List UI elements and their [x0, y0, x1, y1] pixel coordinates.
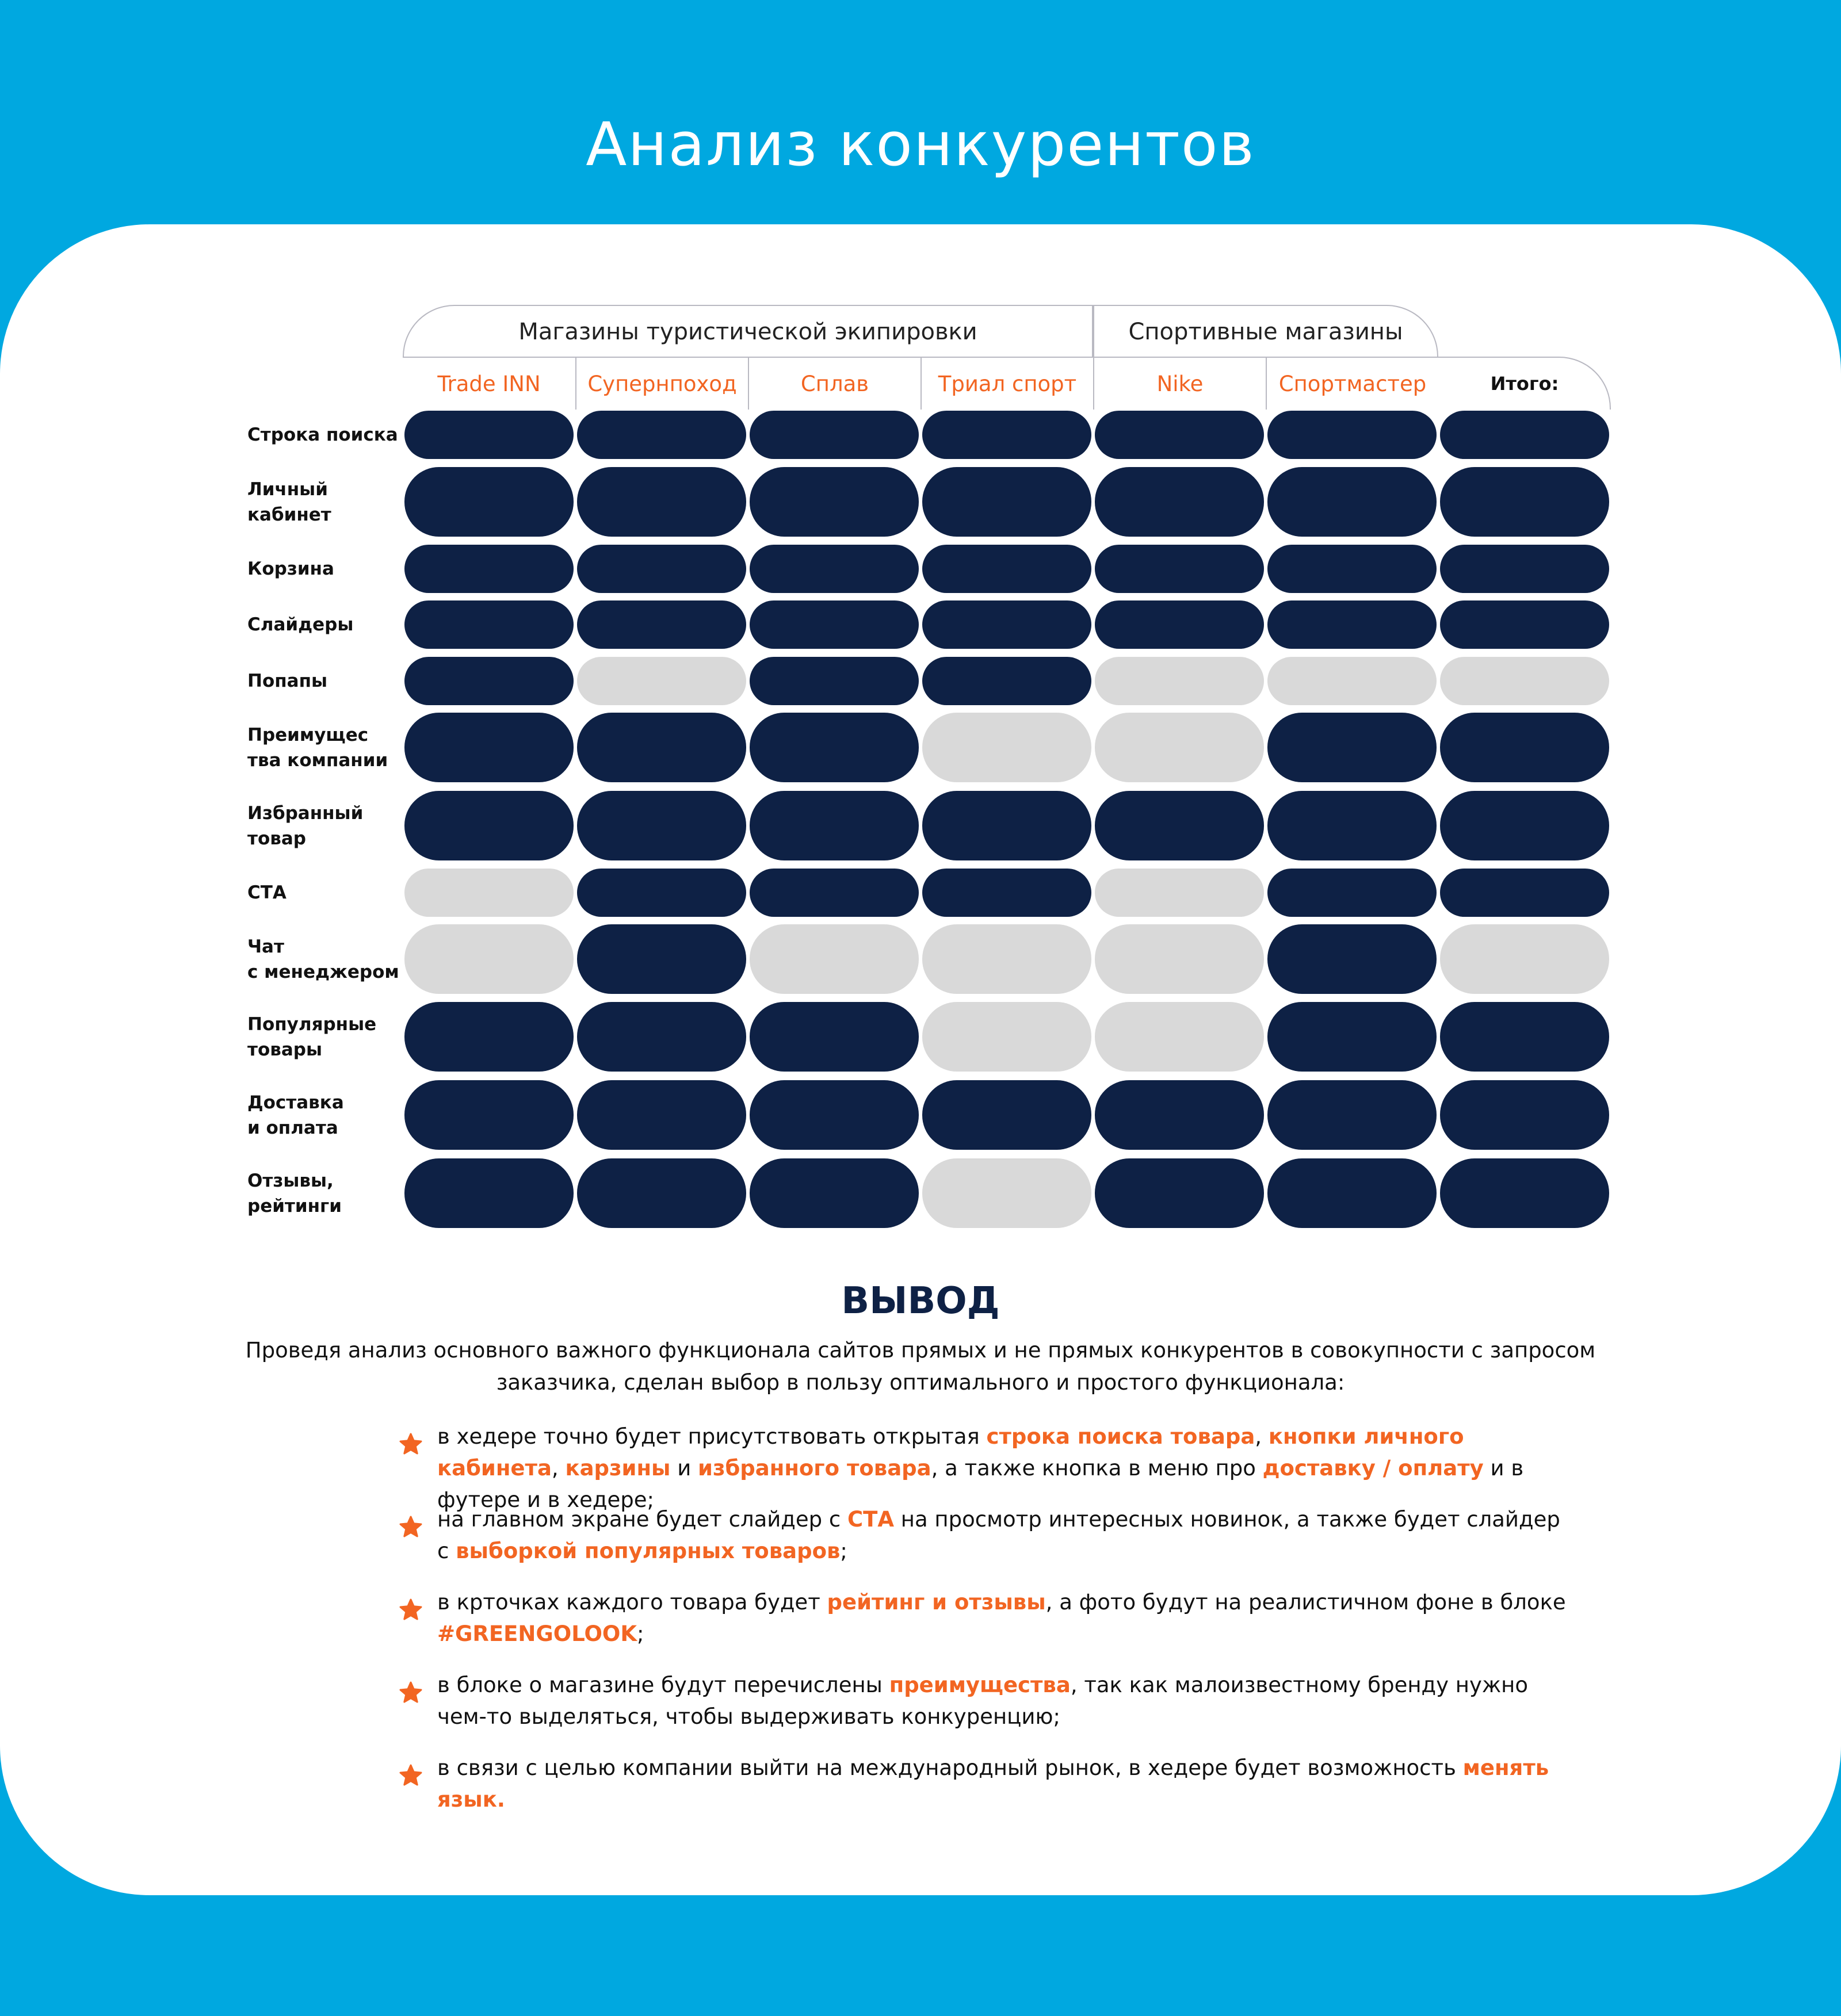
cell-absent	[922, 713, 1091, 782]
cell-present	[1440, 713, 1609, 782]
star-icon	[397, 1680, 425, 1707]
cell-present	[1440, 791, 1609, 860]
highlight-text: рейтинг и отзывы	[827, 1590, 1046, 1615]
bullet-text-segment: в блоке о магазине будут перечислены	[437, 1673, 889, 1697]
column-header: Триал спорт	[920, 358, 1093, 410]
cell-present	[1267, 1158, 1437, 1228]
cell-present	[750, 545, 919, 593]
row-label: Строка поиска	[247, 424, 398, 445]
cell-present	[1267, 869, 1437, 917]
cell-present	[750, 713, 919, 782]
cell-present	[750, 600, 919, 649]
group-header-sport: Спортивные магазины	[1093, 305, 1438, 358]
row-label: Отзывы, рейтинги	[247, 1170, 342, 1217]
cell-present	[404, 411, 574, 459]
cell-present	[577, 411, 746, 459]
cell-present	[922, 600, 1091, 649]
highlight-text: СТА	[847, 1507, 895, 1532]
cell-present	[1267, 1080, 1437, 1150]
cell-present	[750, 657, 919, 705]
cell-absent	[750, 924, 919, 994]
bullet-text-segment: в хедере точно будет присутствовать открытая	[437, 1424, 987, 1449]
bullet-text-segment: ;	[637, 1621, 644, 1646]
cell-present	[750, 467, 919, 537]
column-header: Nike	[1093, 358, 1266, 410]
cell-present	[1095, 791, 1264, 860]
highlight-text: карзины	[565, 1456, 671, 1481]
cell-present	[1440, 545, 1609, 593]
bullet-text-segment: ,	[1255, 1424, 1269, 1449]
highlight-text: кнопки личного кабинета	[437, 1424, 1464, 1481]
cell-present	[1095, 1158, 1264, 1228]
bullet-text-segment: на главном экране будет слайдер с	[437, 1507, 848, 1532]
cell-absent	[922, 1002, 1091, 1072]
cell-present	[1267, 791, 1437, 860]
cell-present	[577, 1158, 746, 1228]
highlight-text: менять язык.	[437, 1755, 1549, 1812]
cell-present	[750, 1080, 919, 1150]
cell-present	[750, 411, 919, 459]
cell-present	[750, 1002, 919, 1072]
cell-present	[1095, 545, 1264, 593]
cell-present	[1267, 1002, 1437, 1072]
cell-present	[1440, 1158, 1609, 1228]
cell-absent	[1267, 657, 1437, 705]
cell-present	[404, 1080, 574, 1150]
cell-absent	[1440, 924, 1609, 994]
cell-present	[1440, 600, 1609, 649]
row-label: Преимущес тва компании	[247, 724, 388, 771]
cell-present	[404, 657, 574, 705]
cell-present	[404, 600, 574, 649]
star-icon	[397, 1514, 425, 1541]
bullet-text-segment: , а также кнопка в меню про	[931, 1456, 1263, 1481]
cell-present	[1267, 545, 1437, 593]
cell-present	[750, 869, 919, 917]
cell-present	[922, 869, 1091, 917]
cell-present	[577, 713, 746, 782]
cell-absent	[577, 657, 746, 705]
cell-present	[922, 791, 1091, 860]
cell-absent	[922, 924, 1091, 994]
highlight-text: преимущества	[889, 1673, 1071, 1697]
cell-absent	[404, 924, 574, 994]
cell-present	[404, 791, 574, 860]
cell-present	[1095, 467, 1264, 537]
bullet-text-segment: ,	[551, 1456, 566, 1481]
cell-present	[922, 467, 1091, 537]
cell-present	[404, 1002, 574, 1072]
bullet-text	[437, 1669, 1571, 1732]
bullet-text-segment: и	[670, 1456, 698, 1481]
cell-present	[404, 467, 574, 537]
column-header: Супернпоход	[575, 358, 748, 410]
highlight-text: #GREENGOLOOK	[437, 1621, 637, 1646]
cell-present	[577, 545, 746, 593]
highlight-text: избранного товара	[698, 1456, 931, 1481]
cell-present	[922, 545, 1091, 593]
cell-absent	[1095, 1002, 1264, 1072]
cell-absent	[404, 869, 574, 917]
row-label: Популярные товары	[247, 1013, 377, 1060]
cell-present	[404, 545, 574, 593]
cell-present	[922, 657, 1091, 705]
cell-present	[577, 1080, 746, 1150]
cell-present	[1267, 713, 1437, 782]
bullet-text-segment: ;	[840, 1539, 847, 1563]
row-label: Чат с менеджером	[247, 936, 399, 982]
row-label: Избранный товар	[247, 802, 364, 849]
bullet-text-segment: в связи с целью компании выйти на международный рынок, в хедере будет возможность	[437, 1755, 1463, 1780]
bullet-text-segment: , а фото будут на реалистичном фоне в блоке	[1045, 1590, 1566, 1615]
star-icon	[397, 1431, 425, 1459]
column-header: Спортмастер	[1266, 358, 1438, 410]
cell-present	[750, 791, 919, 860]
highlight-text: доставку / оплату	[1262, 1456, 1484, 1481]
row-label: Личный кабинет	[247, 479, 331, 525]
cell-present	[1440, 1080, 1609, 1150]
cell-present	[1267, 600, 1437, 649]
cell-present	[922, 411, 1091, 459]
highlight-text: строка поиска товара	[986, 1424, 1255, 1449]
conclusion-intro: Проведя анализ основного важного функционала сайтов прямых и не прямых конкурентов в совокупности с запросом заказчика, сделан выбор в пользу оптимального и простого функционала:	[245, 1338, 1596, 1395]
column-header: Итого:	[1490, 373, 1559, 395]
bullet-text	[437, 1421, 1571, 1516]
cell-absent	[1095, 657, 1264, 705]
row-label: Корзина	[247, 558, 334, 579]
bullet-text-segment: на просмотр интересных новинок, а также будет слайдер с	[437, 1507, 1560, 1563]
cell-present	[404, 713, 574, 782]
cell-present	[1095, 1080, 1264, 1150]
column-header: Trade INN	[437, 371, 541, 396]
cell-present	[577, 791, 746, 860]
cell-present	[1440, 411, 1609, 459]
cell-present	[577, 1002, 746, 1072]
cell-present	[577, 467, 746, 537]
cell-absent	[1095, 869, 1264, 917]
star-icon	[397, 1597, 425, 1624]
cell-present	[577, 924, 746, 994]
cell-present	[922, 1080, 1091, 1150]
cell-absent	[1095, 713, 1264, 782]
bullet-text-segment: , так как малоизвестному бренду нужно чем-то выделяться, чтобы выдерживать конкуренцию;	[437, 1673, 1529, 1729]
conclusion-title: ВЫВОД	[841, 1280, 1000, 1322]
bullet-text-segment: в крточках каждого товара будет	[437, 1590, 827, 1615]
cell-present	[404, 1158, 574, 1228]
star-icon	[397, 1762, 425, 1790]
cell-absent	[1095, 924, 1264, 994]
row-label: Доставка и оплата	[247, 1092, 344, 1138]
cell-present	[1095, 600, 1264, 649]
group-header-tourist: Магазины туристической экипировки	[403, 305, 1093, 358]
page-title: Анализ конкурентов	[586, 109, 1255, 179]
cell-present	[1440, 467, 1609, 537]
bullet-text	[437, 1586, 1571, 1650]
cell-present	[750, 1158, 919, 1228]
cell-present	[1440, 869, 1609, 917]
cell-present	[1267, 467, 1437, 537]
cell-present	[1440, 1002, 1609, 1072]
cell-absent	[1440, 657, 1609, 705]
row-label: Попапы	[247, 671, 328, 691]
cell-present	[1095, 411, 1264, 459]
cell-present	[1267, 924, 1437, 994]
column-header: Сплав	[748, 358, 920, 410]
bullet-text	[437, 1752, 1571, 1815]
cell-present	[577, 869, 746, 917]
row-label: СТА	[247, 882, 287, 903]
cell-absent	[922, 1158, 1091, 1228]
cell-present	[577, 600, 746, 649]
row-label: Слайдеры	[247, 614, 354, 635]
bullet-text-segment: и в футере и в хедере;	[437, 1456, 1524, 1512]
bullet-text	[437, 1504, 1571, 1567]
highlight-text: выборкой популярных товаров	[456, 1539, 841, 1563]
cell-present	[1267, 411, 1437, 459]
